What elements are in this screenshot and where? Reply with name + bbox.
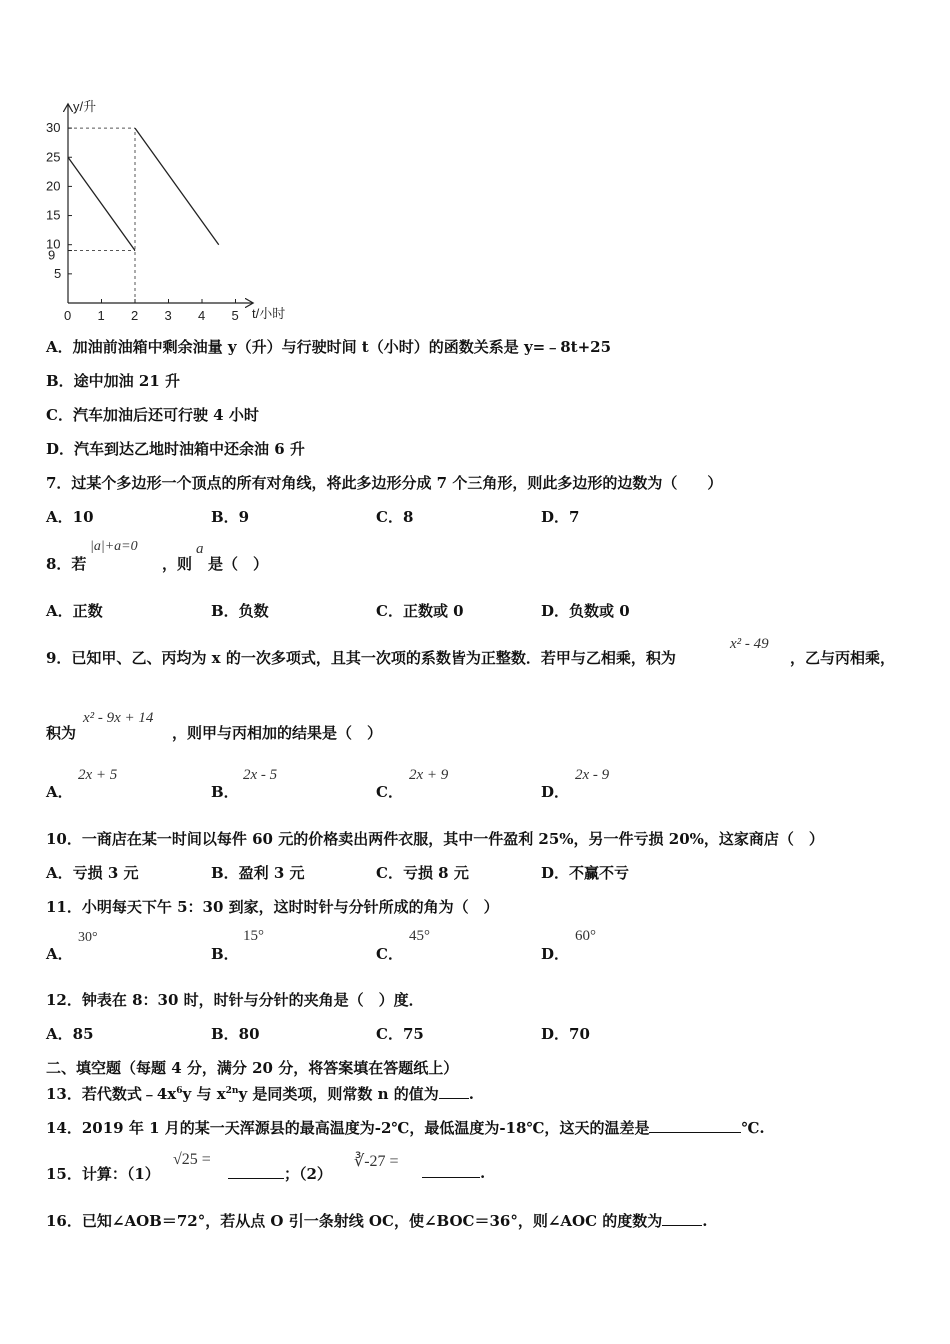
x-tick-label-2: 2 <box>131 308 139 323</box>
q11-stem: 11．小明每天下午 5：30 到家，这时时针与分针所成的角为（ ） <box>46 898 499 916</box>
x-tick-label-1: 1 <box>97 308 105 323</box>
q9-option-c: 2x + 9 <box>409 767 449 783</box>
q9-line1-end: ，乙与丙相乘， <box>790 649 896 667</box>
q8-option-b: B．负数 <box>211 602 269 620</box>
q6-option-c: C．汽车加油后还可行驶 4 小时 <box>46 406 259 424</box>
series-line-2 <box>135 128 219 245</box>
q8-suffix: 是（ ） <box>208 555 269 573</box>
q8-mid: ，则 <box>162 555 193 573</box>
q7-option-d: D．7 <box>541 508 580 526</box>
y-tick-label-25: 25 <box>46 149 61 165</box>
y-tick-label-10: 10 <box>46 236 61 252</box>
q13-mid2: y 是同类项，则常数 n 的值为 <box>238 1085 439 1103</box>
q9-option-d-label: D． <box>541 783 570 801</box>
q10-option-d: D．不赢不亏 <box>541 864 630 882</box>
q8-option-a: A．正数 <box>46 602 103 620</box>
q11-option-b: 15° <box>243 928 264 944</box>
q15-answer-blank-2[interactable] <box>422 1163 480 1178</box>
q11-option-a-label: A． <box>46 945 73 963</box>
q9-option-a-label: A． <box>46 783 73 801</box>
q13-mid1: y 与 x <box>182 1085 226 1103</box>
q12-option-b: B．80 <box>211 1025 260 1043</box>
q10-option-c: C．亏损 8 元 <box>376 864 469 882</box>
x-tick-label-5: 5 <box>231 308 239 323</box>
q6-option-d: D．汽车到达乙地时油箱中还余油 6 升 <box>46 440 305 458</box>
y-tick-label-9: 9 <box>48 247 56 263</box>
q8-prefix: 8．若 <box>46 555 87 573</box>
q12-option-c: C．75 <box>376 1025 424 1043</box>
q13-prefix: 13．若代数式﹣4x <box>46 1085 177 1103</box>
q9-product2: x² - 9x + 14 <box>83 710 154 726</box>
q13 <box>46 1083 474 1104</box>
q13-answer-blank[interactable] <box>439 1084 469 1099</box>
q13-suffix: . <box>468 1085 474 1103</box>
q16 <box>46 1210 708 1231</box>
q15-expr1: √25 = <box>173 1151 211 1168</box>
q11-option-c: 45° <box>409 928 430 944</box>
q14-answer-blank[interactable] <box>649 1118 741 1133</box>
q11-option-d: 60° <box>575 928 596 944</box>
section-heading: 二、填空题（每题 4 分，满分 20 分，将答案填在答题纸上） <box>46 1059 459 1077</box>
series-line-1 <box>68 157 135 250</box>
q9-line2-end: ，则甲与丙相加的结果是（ ） <box>172 724 383 742</box>
y-tick-label-15: 15 <box>46 207 61 223</box>
y-tick-label-5: 5 <box>54 265 62 281</box>
q10-stem: 10．一商店在某一时间以每件 60 元的价格卖出两件衣服，其中一件盈利 25%，另一件亏损 20%，这家商店（ ） <box>46 830 824 848</box>
q13-exp2: 2n <box>225 1086 239 1096</box>
q9-option-d: 2x - 9 <box>575 767 610 783</box>
q9-option-b-label: B． <box>211 783 239 801</box>
q10-option-b: B．盈利 3 元 <box>211 864 305 882</box>
q12-option-d: D．70 <box>541 1025 590 1043</box>
q11-option-c-label: C． <box>376 945 403 963</box>
q8-option-d: D．负数或 0 <box>541 602 630 620</box>
q6-option-a: A．加油前油箱中剩余油量 y（升）与行驶时间 t（小时）的函数关系是 y=﹣8t+25 <box>46 338 612 356</box>
q16-suffix: . <box>702 1212 708 1230</box>
q7-option-c: C．8 <box>376 508 414 526</box>
q9-option-a: 2x + 5 <box>78 767 118 783</box>
q15-answer-blank-1[interactable] <box>228 1164 284 1179</box>
q16-text: 16．已知∠AOB＝72°，若从点 O 引一条射线 OC，使∠BOC＝36°，则∠AOC 的度数为 <box>46 1212 663 1230</box>
q14-stem: 14．2019 年 1 月的某一天浑源县的最高温度为-2℃，最低温度为-18℃，这天的温差是 <box>46 1119 650 1137</box>
q11-option-a: 30° <box>78 930 98 945</box>
q16-answer-blank[interactable] <box>662 1211 702 1226</box>
q15-sep: ；（2） <box>284 1165 332 1183</box>
x-tick-label-4: 4 <box>198 308 206 323</box>
q8-equation: |a|+a=0 <box>90 539 138 554</box>
q9-line1: 9．已知甲、乙、丙均为 x 的一次多项式，且其一次项的系数皆为正整数．若甲与乙相乘，积为 <box>46 649 676 667</box>
q8-option-c: C．正数或 0 <box>376 602 464 620</box>
q7-option-b: B．9 <box>211 508 250 526</box>
q15-blank1-row <box>228 1163 332 1184</box>
q14-suffix: ℃. <box>741 1119 765 1137</box>
q9-product1: x² - 49 <box>730 636 769 652</box>
q9-option-c-label: C． <box>376 783 403 801</box>
q11-option-b-label: B． <box>211 945 239 963</box>
q9-option-b: 2x - 5 <box>243 767 278 783</box>
q12-option-a: A．85 <box>46 1025 94 1043</box>
q8-variable: a <box>196 541 204 557</box>
q15-suffix: . <box>480 1164 486 1182</box>
y-tick-label-20: 20 <box>46 178 61 194</box>
q13-exp1: 6 <box>176 1086 183 1096</box>
q7-option-a: A．10 <box>46 508 94 526</box>
q6-option-b: B．途中加油 21 升 <box>46 372 180 390</box>
fuel-time-graph <box>40 95 310 330</box>
q15-blank2-row <box>422 1163 485 1182</box>
q11-option-d-label: D． <box>541 945 570 963</box>
q15-prefix: 15．计算：（1） <box>46 1165 160 1183</box>
y-axis-label: y/升 <box>73 99 97 114</box>
q14 <box>46 1117 765 1138</box>
q15-expr2: ∛-27 = <box>354 1153 399 1170</box>
q9-line2-start: 积为 <box>46 724 77 742</box>
x-axis-label: t/小时 <box>252 306 286 321</box>
q7-stem: 7．过某个多边形一个顶点的所有对角线，将此多边形分成 7 个三角形，则此多边形的边数为（ ） <box>46 474 723 492</box>
x-tick-label-0: 0 <box>64 308 72 323</box>
x-tick-label-3: 3 <box>164 308 172 323</box>
q12-stem: 12．钟表在 8：30 时，时针与分针的夹角是（ ）度． <box>46 991 424 1009</box>
y-tick-label-30: 30 <box>46 120 61 136</box>
q10-option-a: A．亏损 3 元 <box>46 864 139 882</box>
